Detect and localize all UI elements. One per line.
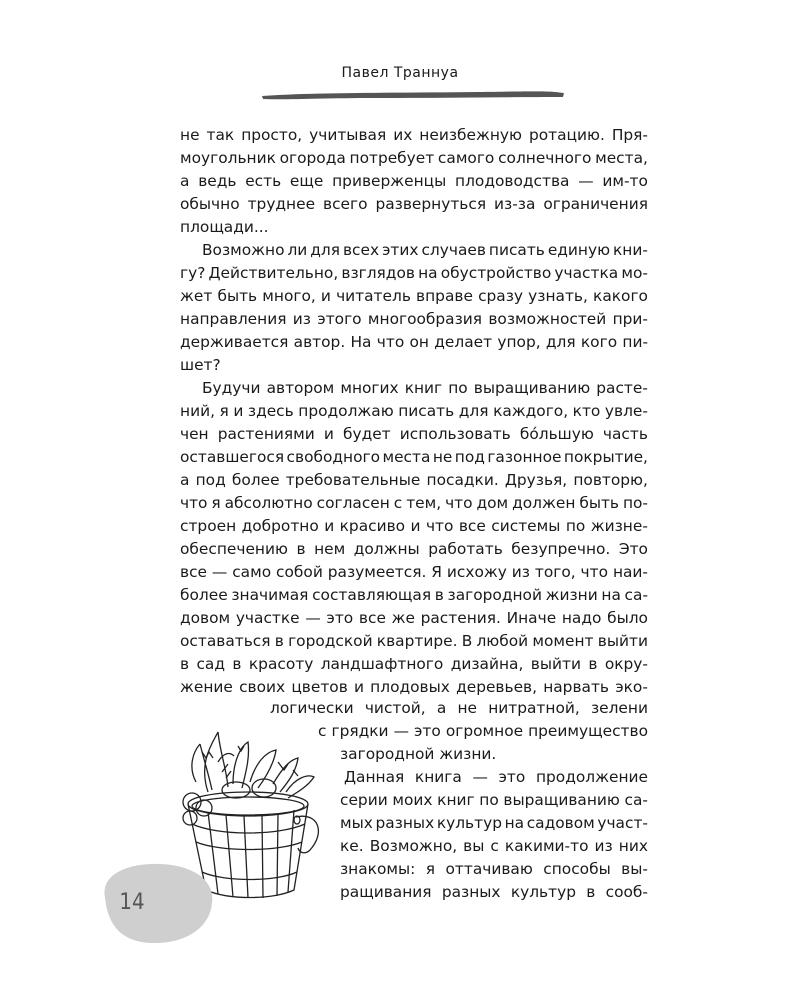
word: не bbox=[457, 699, 478, 717]
word: и bbox=[324, 517, 335, 535]
word: Я bbox=[431, 563, 442, 581]
word: направления bbox=[180, 310, 287, 328]
word: я bbox=[219, 402, 229, 420]
word: момент bbox=[532, 632, 594, 650]
word: кого bbox=[580, 333, 618, 351]
word: вы- bbox=[621, 860, 648, 878]
word: нитратной, bbox=[488, 699, 580, 717]
word: мых bbox=[340, 814, 373, 832]
word: сооб- bbox=[605, 883, 648, 901]
word: — bbox=[211, 563, 228, 581]
word: оставшегося bbox=[180, 448, 285, 466]
word: при- bbox=[612, 310, 648, 328]
word: вы bbox=[463, 837, 485, 855]
word: посадки. bbox=[426, 471, 499, 489]
word: дизайна, bbox=[450, 655, 524, 673]
word: что bbox=[376, 333, 405, 351]
word: с bbox=[490, 837, 499, 855]
word: окру- bbox=[604, 655, 648, 673]
word: городской bbox=[288, 632, 373, 650]
word: продолжаю bbox=[298, 402, 394, 420]
word: есть bbox=[245, 172, 282, 190]
word: растениями bbox=[217, 425, 315, 443]
word: безупречно. bbox=[511, 540, 611, 558]
word: дом bbox=[476, 494, 509, 512]
word: под bbox=[454, 448, 485, 466]
text-line bbox=[180, 308, 648, 331]
text-line bbox=[344, 766, 648, 789]
text-line bbox=[180, 170, 648, 193]
word: огромное bbox=[445, 722, 524, 740]
word: тем, bbox=[406, 494, 442, 512]
word: оттачиваю bbox=[445, 860, 533, 878]
page-number-badge bbox=[90, 858, 220, 948]
word: ке. bbox=[340, 837, 364, 855]
word: Иначе bbox=[506, 609, 557, 627]
word: увле- bbox=[604, 402, 648, 420]
word: здесь bbox=[247, 402, 294, 420]
word: жизни bbox=[545, 586, 598, 604]
word: составляющая bbox=[312, 586, 432, 604]
word: требовательные bbox=[285, 471, 421, 489]
word: а bbox=[180, 471, 190, 489]
word: автор. bbox=[293, 333, 346, 351]
word: что bbox=[425, 517, 454, 535]
word: многообразия bbox=[367, 310, 483, 328]
word: преимущество bbox=[528, 722, 648, 740]
word: исхожу bbox=[446, 563, 507, 581]
header-brush-rule bbox=[258, 88, 568, 102]
word: из-за bbox=[494, 195, 536, 213]
word: Данная bbox=[344, 768, 405, 786]
word: из bbox=[292, 310, 311, 328]
word: для bbox=[545, 333, 576, 351]
word: что bbox=[445, 494, 473, 512]
text-line bbox=[180, 676, 648, 699]
word: газонное bbox=[487, 448, 562, 466]
word: из bbox=[594, 837, 613, 855]
word: места, bbox=[595, 149, 648, 167]
word: моугольник bbox=[180, 149, 276, 167]
word: них bbox=[618, 837, 648, 855]
word: и bbox=[353, 678, 364, 696]
text-line bbox=[180, 193, 648, 216]
word: много, bbox=[262, 287, 316, 305]
word: разных bbox=[375, 814, 435, 832]
word: вправе bbox=[416, 287, 473, 305]
word: приверженцы bbox=[332, 172, 447, 190]
word: любой bbox=[476, 632, 529, 650]
word: еще bbox=[289, 172, 324, 190]
word: выйти bbox=[597, 632, 648, 650]
word: участка bbox=[554, 264, 619, 282]
word: растения. bbox=[420, 609, 501, 627]
word: для bbox=[458, 402, 489, 420]
word: довом bbox=[180, 609, 231, 627]
word: а bbox=[436, 699, 447, 717]
word: какими-то bbox=[504, 837, 589, 855]
word: добротно bbox=[241, 517, 319, 535]
word: узнать, bbox=[528, 287, 588, 305]
word: быть bbox=[579, 494, 620, 512]
word: жение bbox=[180, 678, 233, 696]
word: это bbox=[326, 609, 354, 627]
word: просто, bbox=[241, 126, 303, 144]
word: гу? bbox=[180, 264, 206, 282]
word: В bbox=[461, 632, 473, 650]
word: читатель bbox=[336, 287, 411, 305]
word: все bbox=[458, 517, 486, 535]
word: ли bbox=[287, 241, 308, 259]
word: собой bbox=[276, 563, 323, 581]
word: на bbox=[418, 264, 438, 282]
text-line bbox=[180, 239, 648, 262]
text-line bbox=[180, 653, 648, 676]
word: всех bbox=[342, 241, 380, 259]
word: работать bbox=[428, 540, 503, 558]
word: Возможно, bbox=[369, 837, 458, 855]
text-line bbox=[180, 147, 648, 170]
word: не bbox=[432, 448, 453, 466]
word: потребует bbox=[349, 149, 435, 167]
word: всего bbox=[323, 195, 368, 213]
word: автором bbox=[266, 379, 335, 397]
word: наи- bbox=[612, 563, 648, 581]
word: са- bbox=[624, 791, 648, 809]
text-line bbox=[340, 835, 648, 858]
word: — bbox=[472, 768, 488, 786]
word: того, bbox=[534, 563, 576, 581]
text-line bbox=[180, 492, 648, 515]
word: что bbox=[180, 494, 208, 512]
word: садовом bbox=[526, 814, 595, 832]
text-line bbox=[180, 561, 648, 584]
word: ландшафтного bbox=[320, 655, 444, 673]
word: делает bbox=[434, 333, 493, 351]
word: культур bbox=[436, 814, 502, 832]
word: способы bbox=[543, 860, 611, 878]
word: так bbox=[206, 126, 235, 144]
word: загородной bbox=[447, 586, 542, 604]
word: кни- bbox=[613, 241, 648, 259]
word: мо- bbox=[621, 264, 648, 282]
text-line: шет? bbox=[180, 356, 221, 374]
word: надо bbox=[561, 609, 602, 627]
word: плодоводства bbox=[455, 172, 570, 190]
text-line bbox=[180, 607, 648, 630]
text-line bbox=[180, 377, 648, 400]
text-line bbox=[340, 812, 648, 835]
word: покрытие, bbox=[563, 448, 648, 466]
word: я bbox=[211, 494, 221, 512]
word: возможностей bbox=[488, 310, 607, 328]
word: самого bbox=[437, 149, 495, 167]
word: и bbox=[320, 287, 331, 305]
text-line: загородной жизни. bbox=[340, 745, 497, 763]
word: культур bbox=[510, 883, 576, 901]
word: огорода bbox=[279, 149, 346, 167]
word: само bbox=[232, 563, 272, 581]
word: сад bbox=[196, 655, 226, 673]
word: ведь bbox=[198, 172, 237, 190]
word: в bbox=[180, 655, 190, 673]
word: выращиванию bbox=[503, 791, 620, 809]
word: продолжение bbox=[535, 768, 648, 786]
word: этих bbox=[381, 241, 419, 259]
word: — bbox=[305, 609, 321, 627]
word: это bbox=[413, 722, 441, 740]
word: плодовых bbox=[370, 678, 450, 696]
word: под bbox=[195, 471, 226, 489]
word: все bbox=[358, 609, 386, 627]
word: оставаться bbox=[180, 632, 271, 650]
word: я bbox=[425, 860, 436, 878]
word: какого bbox=[593, 287, 648, 305]
word: Действительно, bbox=[208, 264, 339, 282]
word: держивается bbox=[180, 333, 289, 351]
text-line bbox=[340, 881, 648, 904]
text-line bbox=[180, 423, 648, 446]
word: солнечного bbox=[498, 149, 592, 167]
word: не bbox=[180, 126, 200, 144]
word: — bbox=[393, 722, 409, 740]
word: на bbox=[504, 814, 525, 832]
word: что bbox=[580, 563, 609, 581]
word: выйти bbox=[530, 655, 581, 673]
word: логически bbox=[270, 699, 354, 717]
word: грядки bbox=[331, 722, 389, 740]
text-line bbox=[340, 858, 648, 881]
word: участ- bbox=[597, 814, 648, 832]
word: обеспечению bbox=[180, 540, 288, 558]
word: будет bbox=[342, 425, 391, 443]
word: должны bbox=[353, 540, 420, 558]
word: же bbox=[391, 609, 415, 627]
word: бóльшую bbox=[519, 425, 594, 443]
word: серии bbox=[340, 791, 388, 809]
word: и bbox=[410, 517, 421, 535]
word: абсолютно bbox=[224, 494, 313, 512]
text-line bbox=[180, 446, 648, 469]
text-line bbox=[340, 789, 648, 812]
word: упор, bbox=[497, 333, 541, 351]
text-line: площади... bbox=[180, 218, 269, 236]
running-header bbox=[0, 62, 800, 81]
word: писать bbox=[398, 402, 455, 420]
word: более bbox=[180, 586, 228, 604]
text-line bbox=[270, 697, 648, 720]
word: сразу bbox=[478, 287, 524, 305]
word: по bbox=[479, 791, 499, 809]
word: согласен bbox=[316, 494, 390, 512]
word: жизне- bbox=[590, 517, 648, 535]
body-text bbox=[180, 124, 648, 699]
word: из bbox=[511, 563, 530, 581]
word: значимая bbox=[231, 586, 309, 604]
text-line bbox=[180, 538, 648, 561]
word: это bbox=[498, 768, 526, 786]
word: красоту bbox=[248, 655, 314, 673]
word: часть bbox=[602, 425, 648, 443]
word: и bbox=[323, 425, 334, 443]
word: выращиванию bbox=[473, 379, 591, 397]
word: было bbox=[607, 609, 648, 627]
word: красиво bbox=[339, 517, 406, 535]
word: разумеется. bbox=[327, 563, 427, 581]
word: и bbox=[233, 402, 244, 420]
word: этого bbox=[317, 310, 362, 328]
text-line bbox=[180, 285, 648, 308]
word: должен bbox=[512, 494, 576, 512]
author-name: Павел Траннуа bbox=[341, 65, 459, 81]
word: нем bbox=[314, 540, 346, 558]
word: деревьев, bbox=[456, 678, 537, 696]
word: — bbox=[578, 172, 594, 190]
word: знакомы: bbox=[340, 860, 416, 878]
word: Пря- bbox=[611, 126, 648, 144]
word: по- bbox=[622, 494, 648, 512]
word: все bbox=[180, 563, 208, 581]
word: неизбежную bbox=[419, 126, 522, 144]
text-line bbox=[180, 630, 648, 653]
word: своих bbox=[239, 678, 286, 696]
word: в bbox=[434, 586, 444, 604]
word: на bbox=[601, 586, 621, 604]
word: использовать bbox=[399, 425, 511, 443]
word: их bbox=[393, 126, 413, 144]
word: книг bbox=[404, 379, 443, 397]
page-number: 14 bbox=[119, 890, 145, 915]
word: каждого, bbox=[493, 402, 569, 420]
word: случаев bbox=[421, 241, 486, 259]
word: по bbox=[565, 517, 586, 535]
word: чистой, bbox=[364, 699, 426, 717]
word: цветов bbox=[291, 678, 348, 696]
word: жет bbox=[180, 287, 213, 305]
word: ограничения bbox=[543, 195, 648, 213]
text-line bbox=[180, 124, 648, 147]
word: На bbox=[350, 333, 372, 351]
word: разных bbox=[441, 883, 501, 901]
word: им-то bbox=[602, 172, 648, 190]
word: повторю, bbox=[573, 471, 648, 489]
word: кто bbox=[572, 402, 601, 420]
word: участке bbox=[235, 609, 300, 627]
word: быть bbox=[217, 287, 258, 305]
word: в bbox=[586, 883, 596, 901]
word: с bbox=[393, 494, 403, 512]
word: расте- bbox=[596, 379, 648, 397]
text-line bbox=[180, 262, 648, 285]
word: обустройство bbox=[440, 264, 552, 282]
word: развернуться bbox=[375, 195, 487, 213]
text-line bbox=[318, 720, 648, 743]
word: строен bbox=[180, 517, 237, 535]
text-line bbox=[180, 331, 648, 354]
word: с bbox=[318, 722, 327, 740]
text-line bbox=[180, 515, 648, 538]
word: книг bbox=[437, 791, 475, 809]
word: по bbox=[448, 379, 468, 397]
word: в bbox=[296, 540, 306, 558]
word: места bbox=[382, 448, 431, 466]
word: моих bbox=[392, 791, 433, 809]
word: ний, bbox=[180, 402, 215, 420]
word: эко- bbox=[615, 678, 648, 696]
word: в bbox=[274, 632, 284, 650]
word: зелени bbox=[590, 699, 648, 717]
word: пи- bbox=[622, 333, 648, 351]
word: обычно bbox=[180, 195, 240, 213]
word: нарвать bbox=[543, 678, 609, 696]
word: для bbox=[310, 241, 340, 259]
word: труднее bbox=[247, 195, 316, 213]
word: Возможно bbox=[202, 241, 285, 259]
word: са- bbox=[624, 586, 648, 604]
word: единую bbox=[547, 241, 611, 259]
word: Будучи bbox=[202, 379, 261, 397]
word: книга bbox=[414, 768, 462, 786]
word: учитывая bbox=[309, 126, 387, 144]
word: взглядов bbox=[341, 264, 415, 282]
word: ращивания bbox=[340, 883, 432, 901]
text-line bbox=[180, 584, 648, 607]
text-line bbox=[180, 469, 648, 492]
word: в bbox=[588, 655, 598, 673]
word: системы bbox=[491, 517, 561, 535]
text-line bbox=[180, 400, 648, 423]
word: квартире. bbox=[376, 632, 458, 650]
word: Это bbox=[618, 540, 648, 558]
word: чен bbox=[180, 425, 209, 443]
word: писать bbox=[488, 241, 545, 259]
word: Друзья, bbox=[504, 471, 568, 489]
word: в bbox=[232, 655, 242, 673]
word: свободного bbox=[286, 448, 381, 466]
word: а bbox=[180, 172, 190, 190]
word: многих bbox=[340, 379, 399, 397]
word: ротацию. bbox=[528, 126, 605, 144]
word: более bbox=[231, 471, 280, 489]
word: он bbox=[409, 333, 429, 351]
